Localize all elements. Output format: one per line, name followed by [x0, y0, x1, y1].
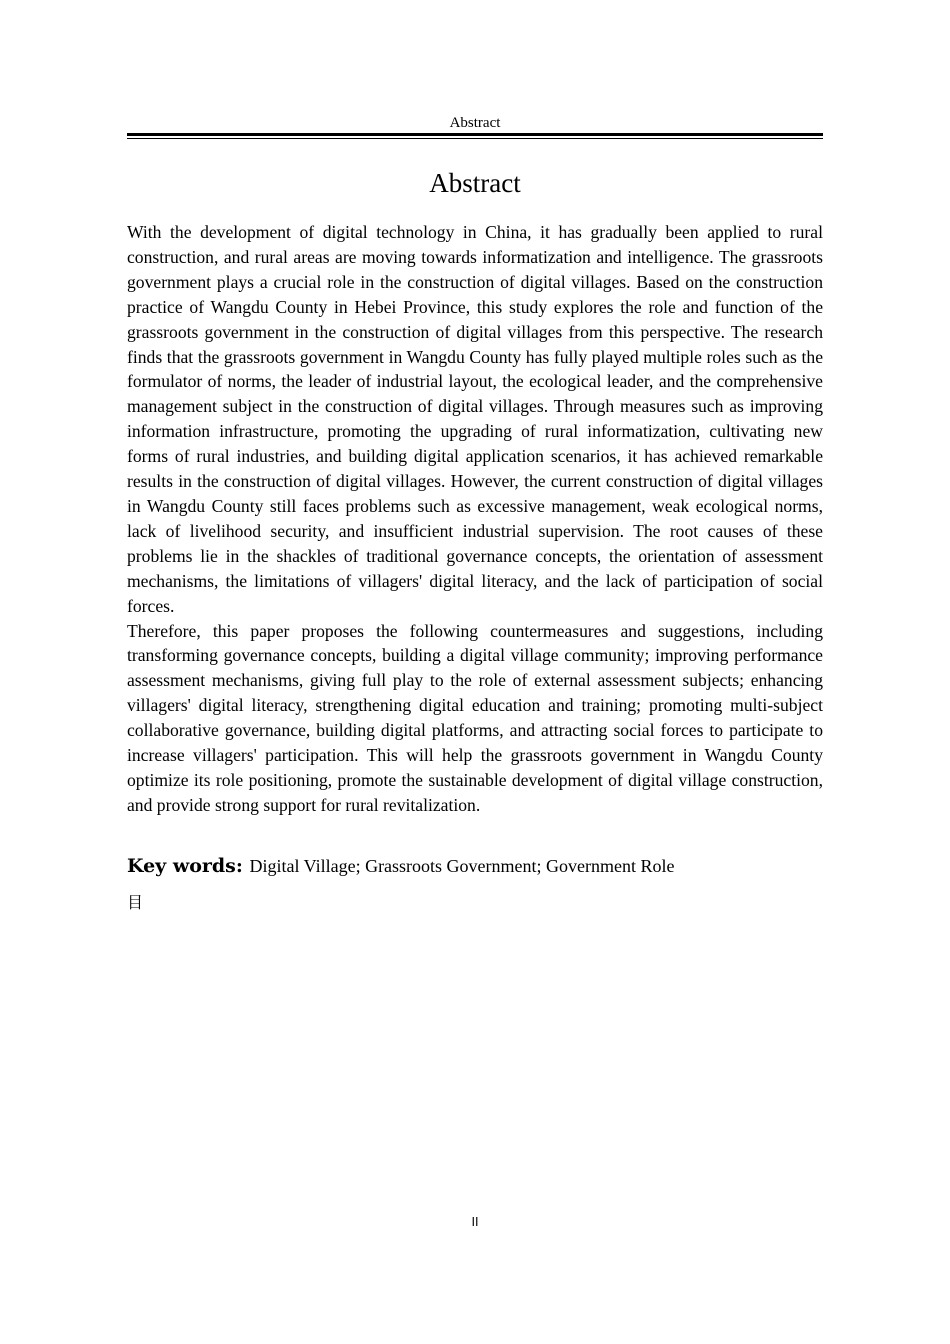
- keywords-line: [127, 853, 823, 879]
- keywords-label: Key words:: [127, 855, 250, 877]
- header-rule: [127, 133, 823, 139]
- abstract-body: [127, 220, 823, 818]
- toc-heading-fragment: 目: [127, 893, 144, 912]
- abstract-title: Abstract: [429, 168, 521, 198]
- abstract-paragraph-1: With the development of digital technology in China, it has gradually been applied to rural construction, and rural areas are moving towards informatization and intelligence. The grassroots government plays a crucial role in the construction of digital villages. Based on the construction practice of Wangdu County in Hebei Province, this study explores the role and function of the grassroots government in the construction of digital villages from this perspective. The research finds that the grassroots government in Wangdu County has fully played multiple roles such as the formulator of norms, the leader of industrial layout, the ecological leader, and the comprehensive management subject in the construction of digital villages. Through measures such as improving information infrastructure, promoting the upgrading of rural informatization, cultivating new forms of rural industries, and building digital application scenarios, it has achieved remarkable results in the construction of digital villages. However, the current construction of digital villages in Wangdu County still faces problems such as excessive management, weak ecological norms, lack of livelihood security, and insufficient industrial supervision. The root causes of these problems lie in the shackles of traditional governance concepts, the orientation of assessment mechanisms, the limitations of villagers' digital literacy, and the lack of participation of social forces.: [127, 222, 823, 616]
- keywords-text: Digital Village; Grassroots Government; Government Role: [249, 856, 675, 876]
- abstract-paragraph-2: Therefore, this paper proposes the following countermeasures and suggestions, including transforming governance concepts, building a digital village community; improving performance assessment mechanisms, giving full play to the role of external assessment subjects; enhancing villagers' digital literacy, strengthening digital education and training; promoting multi-subject collaborative governance, building digital platforms, and attracting social forces to participate to increase villagers' participation. This will help the grassroots government in Wangdu County optimize its role positioning, promote the sustainable development of digital village construction, and provide strong support for rural revitalization.: [127, 620, 823, 815]
- running-header: Abstract: [449, 115, 501, 131]
- page-number: II: [471, 1215, 479, 1229]
